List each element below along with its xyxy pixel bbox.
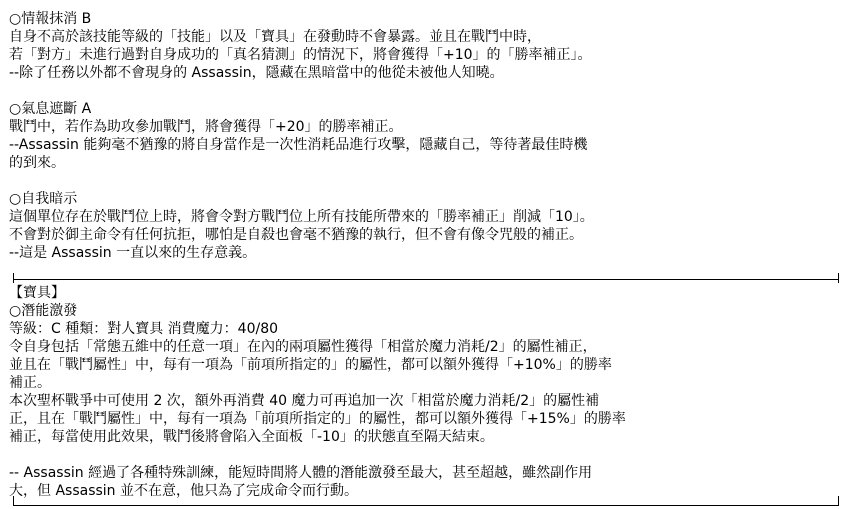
spacer — [9, 82, 849, 100]
divider-line — [13, 279, 839, 280]
spacer — [9, 446, 849, 464]
noble-phantasm-line: 本次聖杯戰爭中可使用 2 次，額外再消費 40 魔力可再追加一次「相當於魔力消耗/2」的屬性補 — [9, 393, 600, 409]
skill-self-hypnosis-flavor: --這是 Assassin 一直以來的生存意義。 — [9, 245, 257, 261]
divider-tick-left — [13, 273, 14, 283]
spacer — [9, 172, 849, 190]
skill-self-hypnosis-line: 這個單位存在於戰鬥位上時，將會令對方戰鬥位上所有技能所帶來的「勝率補正」削減「10」。 — [9, 209, 594, 225]
skill-presence-block-line: 戰鬥中，若作為助攻參加戰鬥，將會獲得「+20」的勝率補正。 — [9, 119, 403, 135]
skill-self-hypnosis-line: 不會對於御主命令有任何抗拒，哪怕是自殺也會毫不猶豫的執行，但不會有像令咒般的補正。 — [9, 227, 583, 243]
document-body — [9, 10, 849, 508]
noble-phantasm-line: 補正。 — [9, 375, 51, 391]
skill-presence-block-flavor: --Assassin 能夠毫不猶豫的將自身當作是一次性消耗品進行攻擊，隱藏自己，等待著最佳時機 — [9, 137, 588, 153]
skill-info-erase-line: 若「對方」未進行過對自身成功的「真名猜測」的情況下，將會獲得「+10」的「勝率補正」。 — [9, 47, 592, 63]
section-divider — [13, 276, 839, 284]
bottom-divider — [13, 500, 839, 508]
skill-info-erase-title: ○情報抹消 B — [9, 11, 92, 27]
noble-phantasm-header: 【寶具】 — [9, 285, 65, 301]
divider-tick-right — [838, 273, 839, 283]
noble-phantasm-line: 並且在「戰鬥屬性」中，每有一項為「前項所指定的」的屬性，都可以額外獲得「+10%」的勝率 — [9, 357, 612, 373]
noble-phantasm-line: 令自身包括「常態五維中的任意一項」在內的兩項屬性獲得「相當於魔力消耗/2」的屬性補正， — [9, 339, 597, 355]
noble-phantasm-line: 正，且在「戰鬥屬性」中，每有一項為「前項所指定的」的屬性，都可以額外獲得「+15%」的勝率 — [9, 411, 626, 427]
skill-info-erase-flavor: --除了任務以外都不會現身的 Assassin，隱藏在黑暗當中的他從未被他人知曉。 — [9, 65, 504, 81]
noble-phantasm-title: ○潛能激發 — [9, 303, 78, 319]
skill-presence-block-flavor: 的到來。 — [9, 155, 65, 171]
noble-phantasm-line: 補正，每當使用此效果，戰鬥後將會陷入全面板「-10」的狀態直至隔天結束。 — [9, 429, 494, 445]
skill-presence-block-title: ○氣息遮斷 A — [9, 101, 92, 117]
spacer — [9, 262, 849, 276]
skill-self-hypnosis-title: ○自我暗示 — [9, 191, 78, 207]
skill-info-erase-line: 自身不高於該技能等級的「技能」以及「寶具」在發動時不會暴露。並且在戰鬥中時， — [9, 29, 541, 45]
noble-phantasm-flavor: -- Assassin 經過了各種特殊訓練，能短時間將人體的潛能激發至最大，甚至超越，雖然副作用 — [9, 465, 593, 481]
noble-phantasm-flavor: 大，但 Assassin 並不在意，他只為了完成命令而行動。 — [9, 483, 358, 499]
divider-line — [13, 505, 839, 506]
divider-tick-right — [838, 496, 839, 506]
noble-phantasm-meta: 等級：C 種類：對人寶具 消費魔力：40/80 — [9, 321, 279, 337]
